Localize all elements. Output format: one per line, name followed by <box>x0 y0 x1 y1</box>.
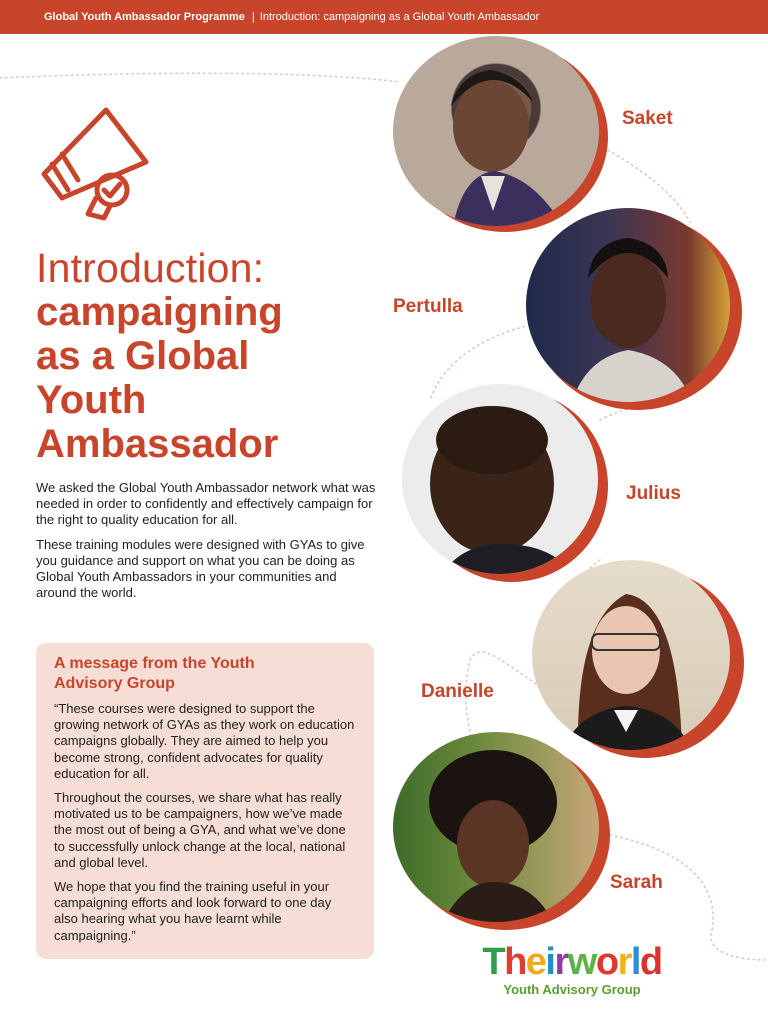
message-box <box>36 643 374 959</box>
photo-saket <box>393 36 599 226</box>
logo-letter: w <box>567 941 596 983</box>
logo-letter: o <box>595 941 618 983</box>
title-line-3: as a Global <box>36 334 250 378</box>
logo-letter: T <box>482 941 505 983</box>
section-title: Introduction: campaigning as a Global Youth Ambassador <box>259 11 540 23</box>
intro-text <box>36 480 376 609</box>
photo-sarah <box>393 732 599 922</box>
message-paragraph-2: Throughout the courses, we share what has really motivated us to be campaigners, how we’ve made the most out of being a GYA, and what we’ve done to successfully unlock change at the local, national and global level. <box>54 790 346 870</box>
theirworld-logo <box>472 942 672 997</box>
title-line-4: Youth <box>36 378 147 422</box>
logo-wordmark <box>472 942 672 982</box>
name-sarah: Sarah <box>610 872 663 893</box>
message-heading: A message from the Youth Advisory Group <box>54 655 255 692</box>
logo-subtitle: Youth Advisory Group <box>503 982 641 997</box>
person-silhouette-icon <box>393 732 599 922</box>
intro-paragraph-2: These training modules were designed with GYAs to give you guidance and support on what you can be doing as Global Youth Ambassadors in your communities and around the world. <box>36 536 365 601</box>
header-separator: | <box>251 11 255 23</box>
message-paragraph-3: We hope that you find the training useful in your campaigning efforts and look forward to one day also hearing what you have learnt while campaigning.” <box>54 879 332 943</box>
logo-letter: r <box>617 941 631 983</box>
logo-letter: r <box>554 941 568 983</box>
person-silhouette-icon <box>526 208 730 402</box>
photo-pertulla <box>526 208 730 402</box>
logo-letter: e <box>525 941 546 983</box>
megaphone-icon <box>34 102 152 222</box>
title-line-2: campaigning <box>36 290 283 334</box>
logo-letter: h <box>504 941 526 983</box>
name-julius: Julius <box>626 483 681 504</box>
name-saket: Saket <box>622 108 673 129</box>
person-silhouette-icon <box>393 36 599 226</box>
photo-julius <box>402 384 598 574</box>
intro-paragraph-1: We asked the Global Youth Ambassador network what was needed in order to confidently and effectively campaign for the right to quality education for all. <box>36 480 376 528</box>
title-line-5: Ambassador <box>36 422 279 466</box>
programme-name: Global Youth Ambassador Programme <box>44 11 245 23</box>
person-silhouette-icon <box>532 560 730 750</box>
logo-letter: d <box>639 941 662 983</box>
logo-letter: l <box>630 941 640 983</box>
photo-danielle <box>532 560 730 750</box>
title-line-1: Introduction: <box>36 245 265 291</box>
name-pertulla: Pertulla <box>393 296 463 317</box>
name-danielle: Danielle <box>421 681 494 702</box>
page-title <box>36 246 376 466</box>
person-silhouette-icon <box>402 384 598 574</box>
message-paragraph-1: “These courses were designed to support the growing network of GYAs as they work on education campaigns globally. They are aimed to help you become strong, confident advocates for quality education for all. <box>54 701 355 781</box>
logo-letter: i <box>545 941 555 983</box>
